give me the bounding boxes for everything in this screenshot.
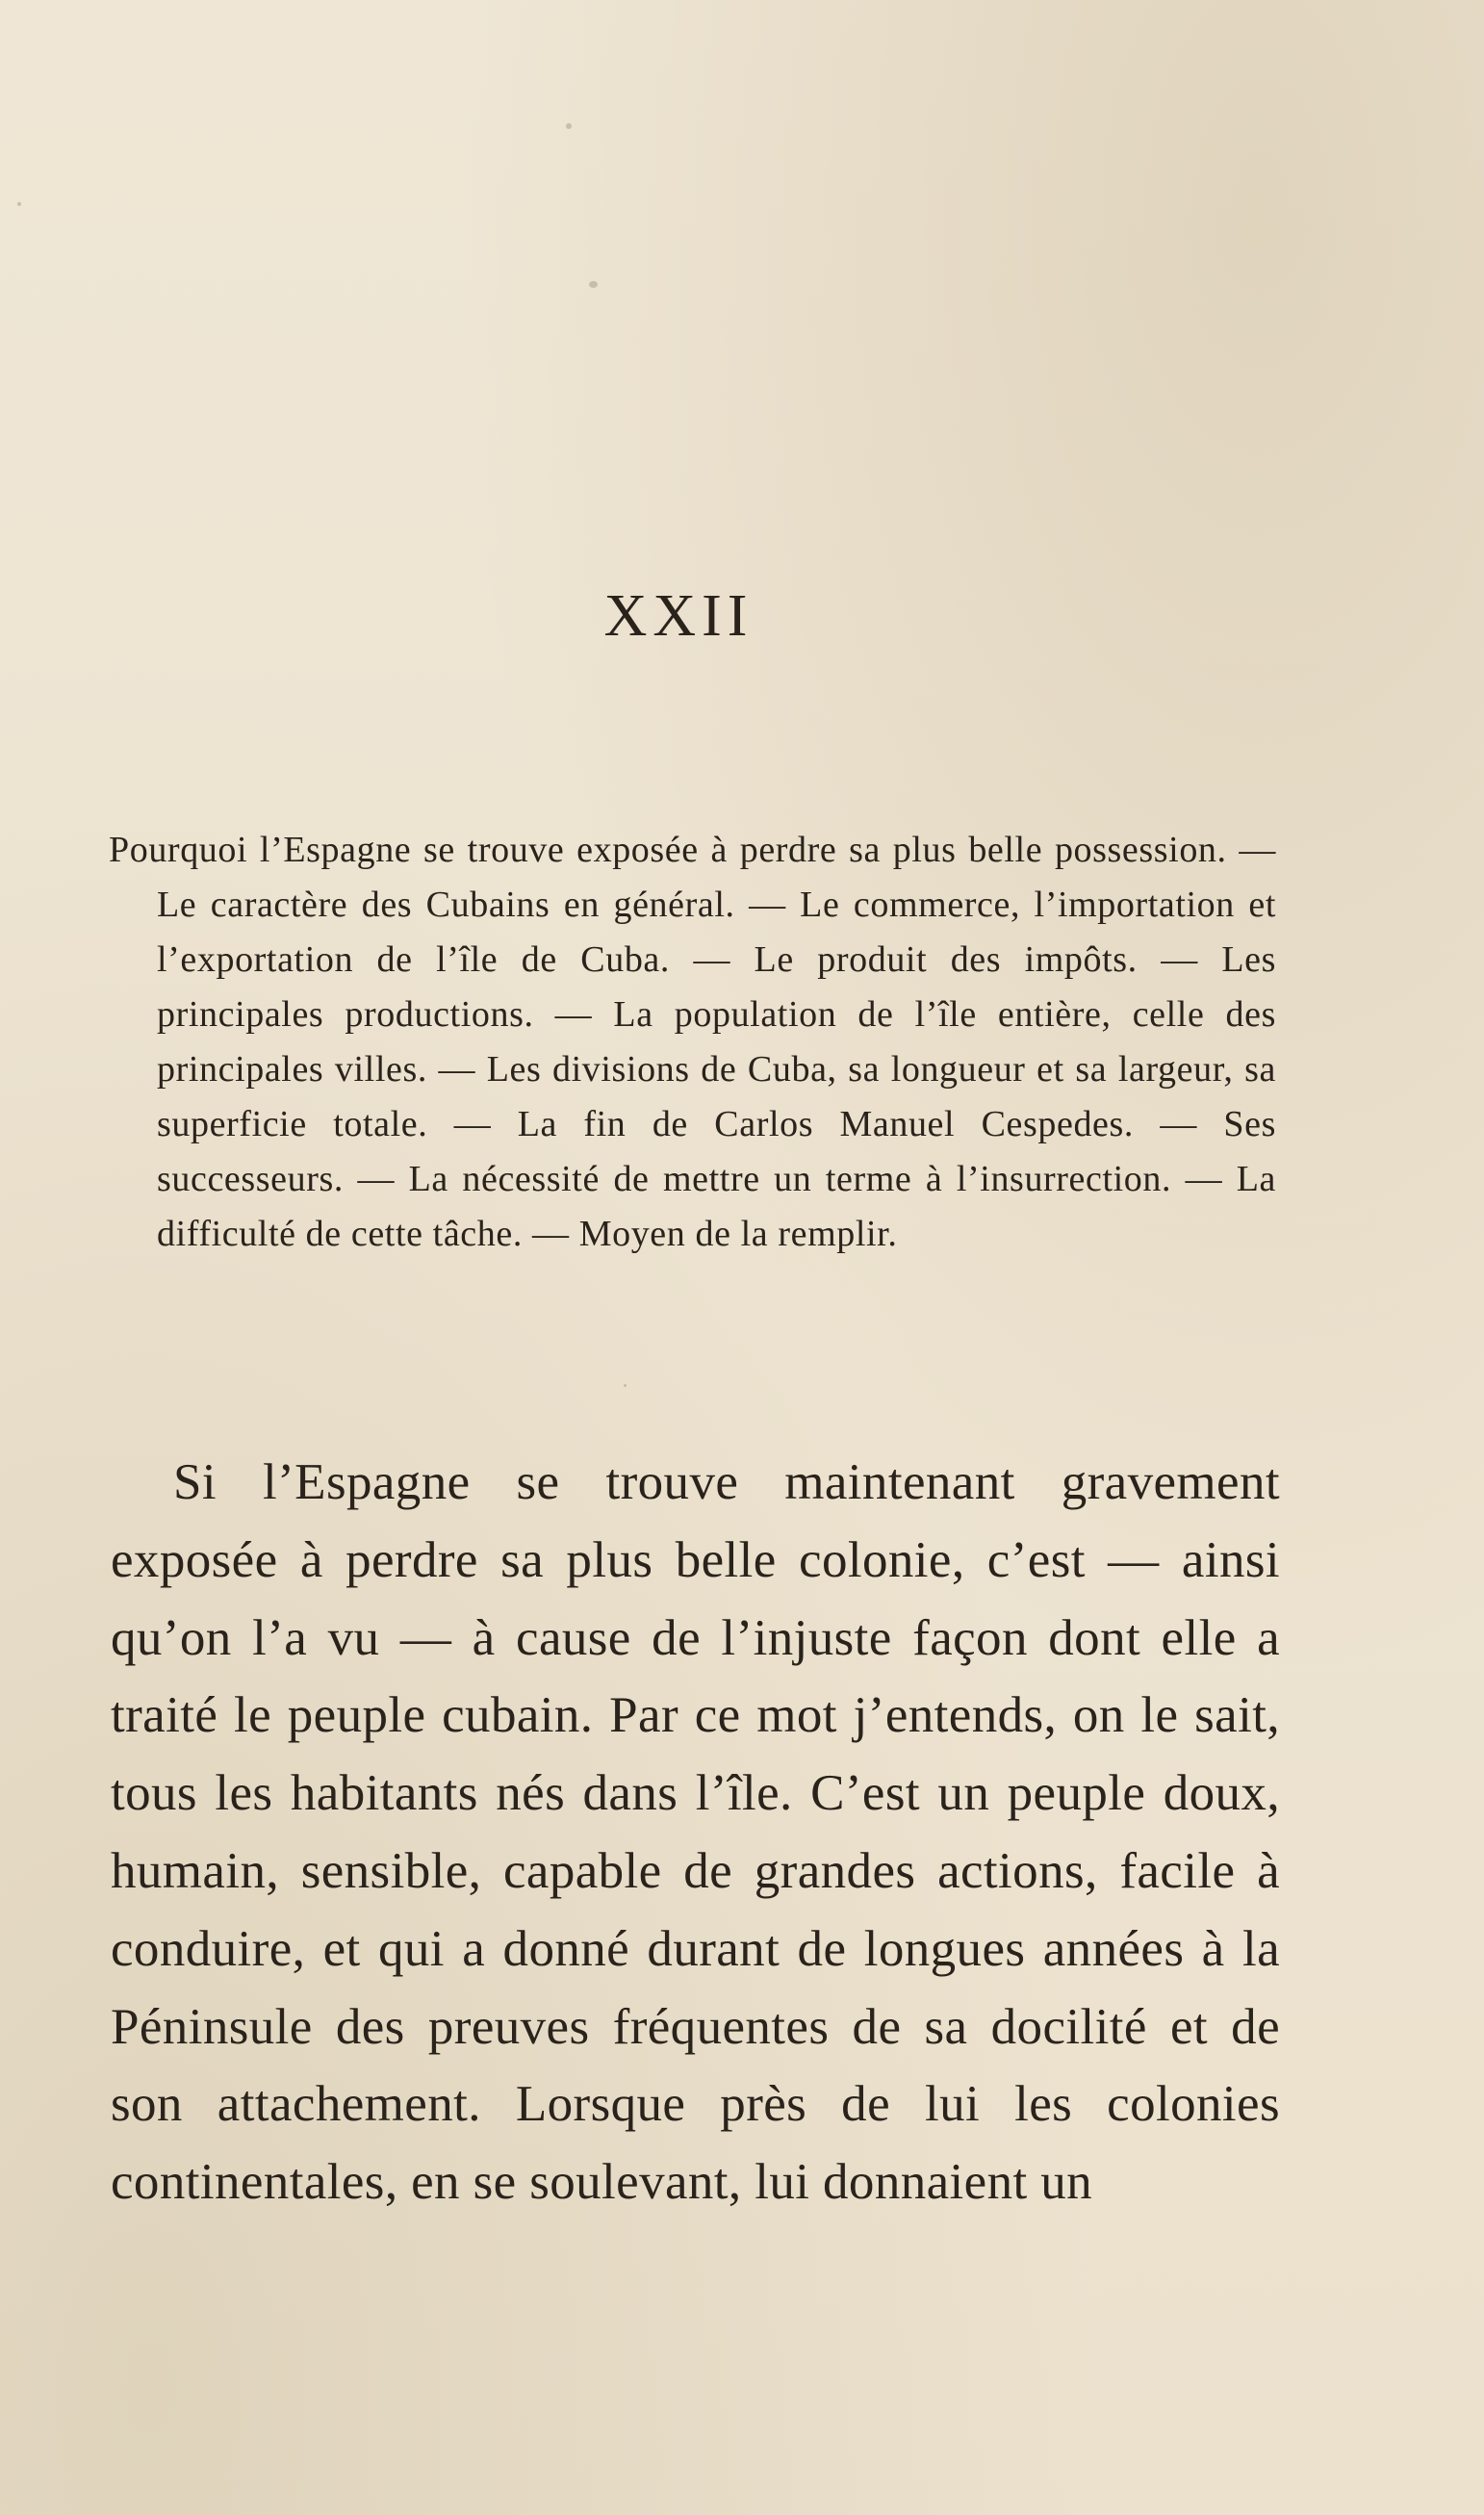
body-paragraph: Si l’Espagne se trouve maintenant gravement exposée à perdre sa plus belle colonie, c’est — ainsi qu’on l’a vu — à cause de l’injuste façon dont elle a traité le peuple cubain. Par ce mot j’entends, on le sait, tous les habitants nés dans l’île. C’est un peuple doux, humain, sensible, capable de grandes actions, facile à conduire, et qui a donné durant de longues années à la Péninsule des preuves fréquentes de sa docilité et de son attachement. Lorsque près de lui les colonies continentales, en se soulevant, lui donnaient un [111,1454,1280,2211]
paper-speck [17,202,21,206]
paper-speck [566,123,572,129]
paper-speck [624,1384,627,1387]
chapter-number: XXII [603,583,754,649]
paper-speck [589,281,598,288]
chapter-summary: Pourquoi l’Espagne se trouve exposée à perdre sa plus belle possession. — Le caractère des Cubains en général. — Le commerce, l’importation et l’exportation de l’île de Cuba. — Le produit des impôts. — Les principales productions. — La population de l’île entière, celle des principales villes. — Les divisions de Cuba, sa longueur et sa largeur, sa superficie totale. — La fin de Carlos Manuel Cespedes. — Ses successeurs. — La nécessité de mettre un terme à l’insurrection. — La difficulté de cette tâche. — Moyen de la remplir. [109,830,1276,1254]
